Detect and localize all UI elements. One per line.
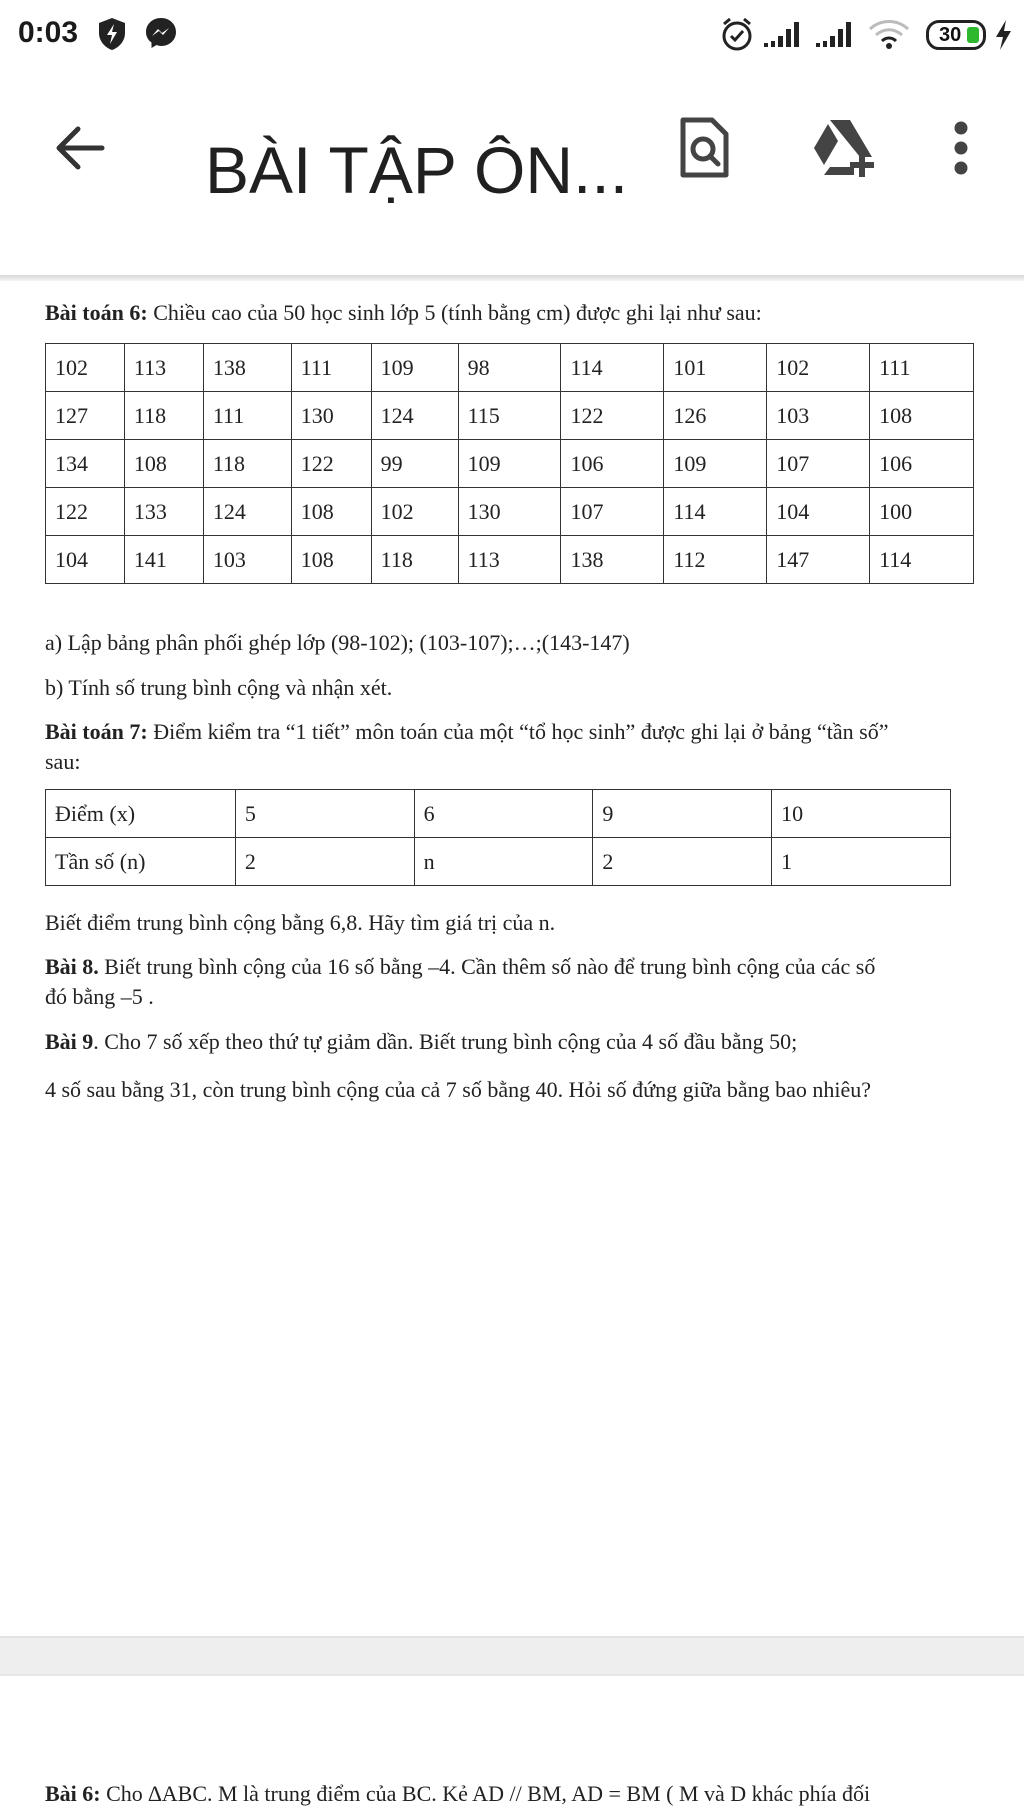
frequency-table-row <box>46 838 951 886</box>
page-separator <box>0 1636 1024 1676</box>
heights-table-cell: 109 <box>371 344 458 392</box>
heights-table-cell: 104 <box>767 488 870 536</box>
exercise-9-heading <box>45 1028 797 1056</box>
heights-table-cell: 126 <box>664 392 767 440</box>
battery-indicator <box>926 20 986 50</box>
problem-7-text: Điểm kiểm tra “1 tiết” môn toán của một “tổ học sinh” được ghi lại ở bảng “tần số” <box>147 719 889 744</box>
status-bar <box>0 0 1024 70</box>
heights-table-cell: 127 <box>46 392 125 440</box>
problem-6-part-a: a) Lập bảng phân phối ghép lớp (98-102); (103-107);…;(143-147) <box>45 630 630 655</box>
problem-6-heading <box>45 299 762 327</box>
problem-6-part-b: b) Tính số trung bình cộng và nhận xét. <box>45 675 393 700</box>
heights-table-cell: 138 <box>203 344 291 392</box>
heights-table-cell: 133 <box>124 488 203 536</box>
frequency-table <box>45 789 951 886</box>
heights-table-cell: 134 <box>46 440 125 488</box>
heights-table-cell: 141 <box>124 536 203 584</box>
heights-table-cell: 130 <box>458 488 561 536</box>
signal-icon <box>816 20 854 48</box>
search-document-icon[interactable] <box>678 117 730 179</box>
heights-table-cell: 113 <box>124 344 203 392</box>
frequency-table-cell: 2 <box>593 838 772 886</box>
battery-level: 30 <box>939 24 962 46</box>
wifi-icon <box>868 18 910 50</box>
heights-table-cell: 111 <box>203 392 291 440</box>
frequency-table-row <box>46 790 951 838</box>
heights-table-cell: 118 <box>371 536 458 584</box>
heights-table-cell: 112 <box>664 536 767 584</box>
document-title: BÀI TẬP ÔN... <box>205 133 629 207</box>
heights-table-cell: 122 <box>46 488 125 536</box>
problem-7-question: Biết điểm trung bình cộng bằng 6,8. Hãy tìm giá trị của n. <box>45 910 556 935</box>
heights-table-cell: 102 <box>46 344 125 392</box>
heights-table-cell: 108 <box>870 392 974 440</box>
page-2-exercise-6-label: Bài 6: <box>45 1781 101 1806</box>
frequency-table-cell: 9 <box>593 790 772 838</box>
heights-table-cell: 107 <box>767 440 870 488</box>
heights-table-row <box>46 344 974 392</box>
page-2-exercise-6 <box>45 1780 870 1808</box>
frequency-table-cell: n <box>414 838 593 886</box>
problem-7-text-cont: sau: <box>45 749 81 774</box>
frequency-table-cell: 1 <box>772 838 951 886</box>
page-2-exercise-6-text: Cho ∆ABC. M là trung điểm của BC. Kẻ AD // BM, AD = BM ( M và D khác phía đối <box>100 1781 871 1806</box>
frequency-table-cell: Điểm (x) <box>46 790 236 838</box>
document-page-2 <box>0 1676 1024 1820</box>
heights-table-cell: 109 <box>664 440 767 488</box>
heights-table-cell: 114 <box>870 536 974 584</box>
heights-table-cell: 102 <box>767 344 870 392</box>
heights-table <box>45 343 974 584</box>
exercise-8-text: Biết trung bình cộng của 16 số bằng –4. Cần thêm số nào để trung bình cộng của các số <box>98 954 876 979</box>
document-page <box>0 281 1024 1636</box>
heights-table-cell: 106 <box>561 440 664 488</box>
heights-table-cell: 103 <box>203 536 291 584</box>
exercise-8-heading <box>45 953 875 981</box>
problem-6-label: Bài toán 6: <box>45 300 148 325</box>
frequency-table-cell: 6 <box>414 790 593 838</box>
heights-table-cell: 115 <box>458 392 561 440</box>
frequency-table-cell: 5 <box>235 790 414 838</box>
heights-table-cell: 147 <box>767 536 870 584</box>
heights-table-cell: 98 <box>458 344 561 392</box>
back-arrow-icon[interactable] <box>50 118 110 178</box>
heights-table-cell: 118 <box>203 440 291 488</box>
shield-bolt-icon <box>96 16 128 52</box>
heights-table-cell: 109 <box>458 440 561 488</box>
heights-table-cell: 108 <box>291 488 371 536</box>
heights-table-cell: 124 <box>203 488 291 536</box>
heights-table-cell: 130 <box>291 392 371 440</box>
heights-table-row <box>46 392 974 440</box>
heights-table-cell: 104 <box>46 536 125 584</box>
heights-table-cell: 108 <box>291 536 371 584</box>
heights-table-cell: 114 <box>664 488 767 536</box>
exercise-9-label: Bài 9 <box>45 1029 94 1054</box>
heights-table-cell: 107 <box>561 488 664 536</box>
heights-table-cell: 111 <box>870 344 974 392</box>
drive-add-icon[interactable] <box>810 117 878 177</box>
exercise-8-label: Bài 8. <box>45 954 99 979</box>
heights-table-cell: 100 <box>870 488 974 536</box>
exercise-9-text: . Cho 7 số xếp theo thứ tự giảm dần. Biết trung bình cộng của 4 số đầu bằng 50; <box>93 1029 798 1054</box>
alarm-icon <box>720 16 754 52</box>
signal-icon <box>764 20 802 48</box>
heights-table-cell: 122 <box>291 440 371 488</box>
heights-table-row <box>46 536 974 584</box>
heights-table-cell: 103 <box>767 392 870 440</box>
heights-table-cell: 102 <box>371 488 458 536</box>
status-time: 0:03 <box>18 16 79 49</box>
heights-table-cell: 113 <box>458 536 561 584</box>
messenger-icon <box>144 16 178 50</box>
problem-7-label: Bài toán 7: <box>45 719 148 744</box>
frequency-table-cell: 10 <box>772 790 951 838</box>
frequency-table-cell: 2 <box>235 838 414 886</box>
heights-table-cell: 106 <box>870 440 974 488</box>
heights-table-cell: 118 <box>124 392 203 440</box>
heights-table-cell: 101 <box>664 344 767 392</box>
charging-icon <box>993 18 1013 52</box>
heights-table-row <box>46 440 974 488</box>
frequency-table-cell: Tần số (n) <box>46 838 236 886</box>
heights-table-cell: 108 <box>124 440 203 488</box>
exercise-8-text-cont: đó bằng –5 . <box>45 984 154 1009</box>
heights-table-cell: 114 <box>561 344 664 392</box>
heights-table-cell: 99 <box>371 440 458 488</box>
heights-table-cell: 122 <box>561 392 664 440</box>
more-vert-icon[interactable] <box>950 120 972 176</box>
heights-table-cell: 138 <box>561 536 664 584</box>
heights-table-cell: 111 <box>291 344 371 392</box>
problem-6-text: Chiều cao của 50 học sinh lớp 5 (tính bằng cm) được ghi lại như sau: <box>147 300 762 325</box>
exercise-9-text-cont: 4 số sau bằng 31, còn trung bình cộng của cả 7 số bằng 40. Hỏi số đứng giữa bằng bao nhiêu? <box>45 1077 872 1102</box>
heights-table-cell: 124 <box>371 392 458 440</box>
problem-7-heading <box>45 718 889 746</box>
heights-table-row <box>46 488 974 536</box>
